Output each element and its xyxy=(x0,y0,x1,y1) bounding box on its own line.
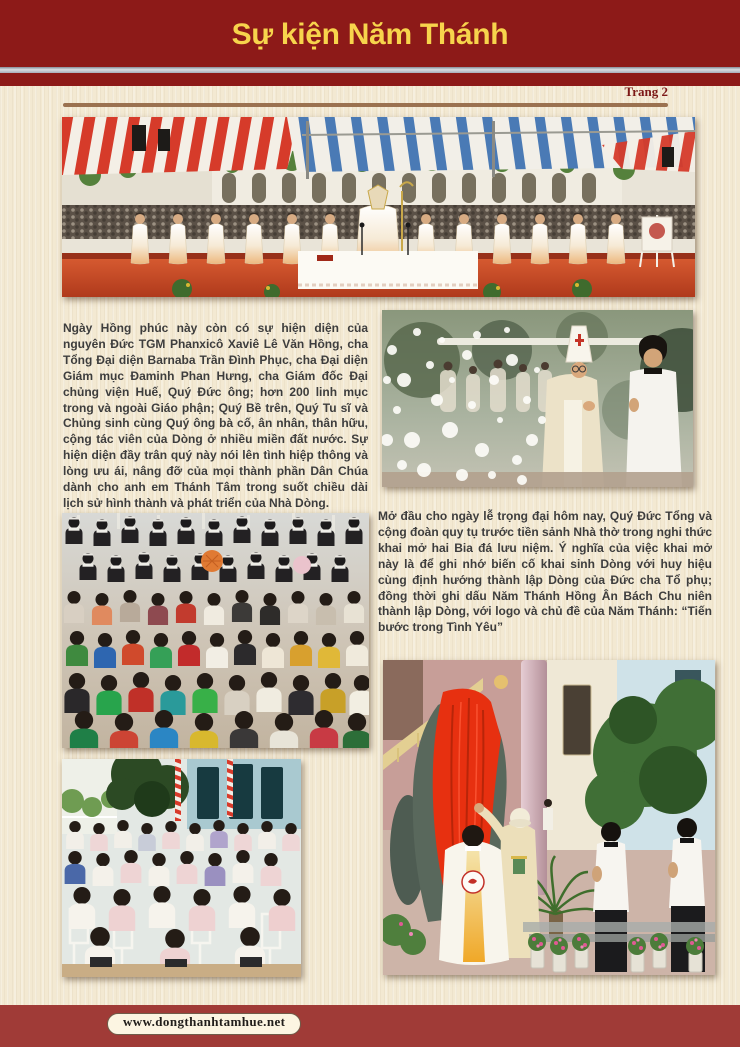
photo-men-praying xyxy=(62,759,301,977)
page-number-label: Trang 2 xyxy=(624,84,668,99)
photo-stone-unveiling xyxy=(383,660,715,975)
page-title: Sự kiện Năm Thánh xyxy=(231,18,509,51)
article-paragraph-left: Ngày Hồng phúc này còn có sự hiện diện của nguyên Đức TGM Phanxicô Xaviê Lê Văn Hồng, cha Tổng Đại diện Barnaba Trần Đình Phục, cha Đại diện Giám mục Đaminh Phan Hưng, cha Giám đốc Đại chủng viện Huế, Quý Đức ông; hơn 200 linh mục trong và ngoài Giáo phận; Quý Bề trên, Quý Tu sĩ và Chủng sinh cùng Quý ông bà cố, ân nhân, thân hữu, cộng tác viên của Dòng ở nhiều miền đất nước. Sự hiện diện đầy trân quý này nói lên tình hiệp thông và lòng ưu ái, nâng đỡ của mọi thành phần Dân Chúa dành cho anh em Thánh Tâm trong suốt chiều dài lịch sử hình thành và phát triển của Nhà Dòng. xyxy=(63,321,368,510)
article-paragraph-right: Mở đầu cho ngày lễ trọng đại hôm nay, Quý Đức Tổng và cộng đoàn quy tụ trước tiền sảnh Nhà thờ trong nghi thức khai mở hai Bia đá lưu niệm. Ý nghĩa của việc khai mở này là để ghi nhớ biến cố khai sinh Dòng với huy hiệu cùng định hướng thành lập Dòng của Đức cha Tổ phụ; đồng thời ghi dấu Năm Thánh Hồng Ân Bách Chu niên thành lập Dòng, với logo và chủ đề của Năm Thánh: “Tiến bước trong Tình Yêu” xyxy=(378,509,712,635)
photo-bishop-confetti xyxy=(382,310,693,487)
photo-congregation-crowd xyxy=(62,513,369,748)
photo-mass-ceremony xyxy=(62,117,695,297)
website-link[interactable]: www.dongthanhtamhue.net xyxy=(107,1013,301,1035)
horizontal-rule xyxy=(63,103,668,107)
